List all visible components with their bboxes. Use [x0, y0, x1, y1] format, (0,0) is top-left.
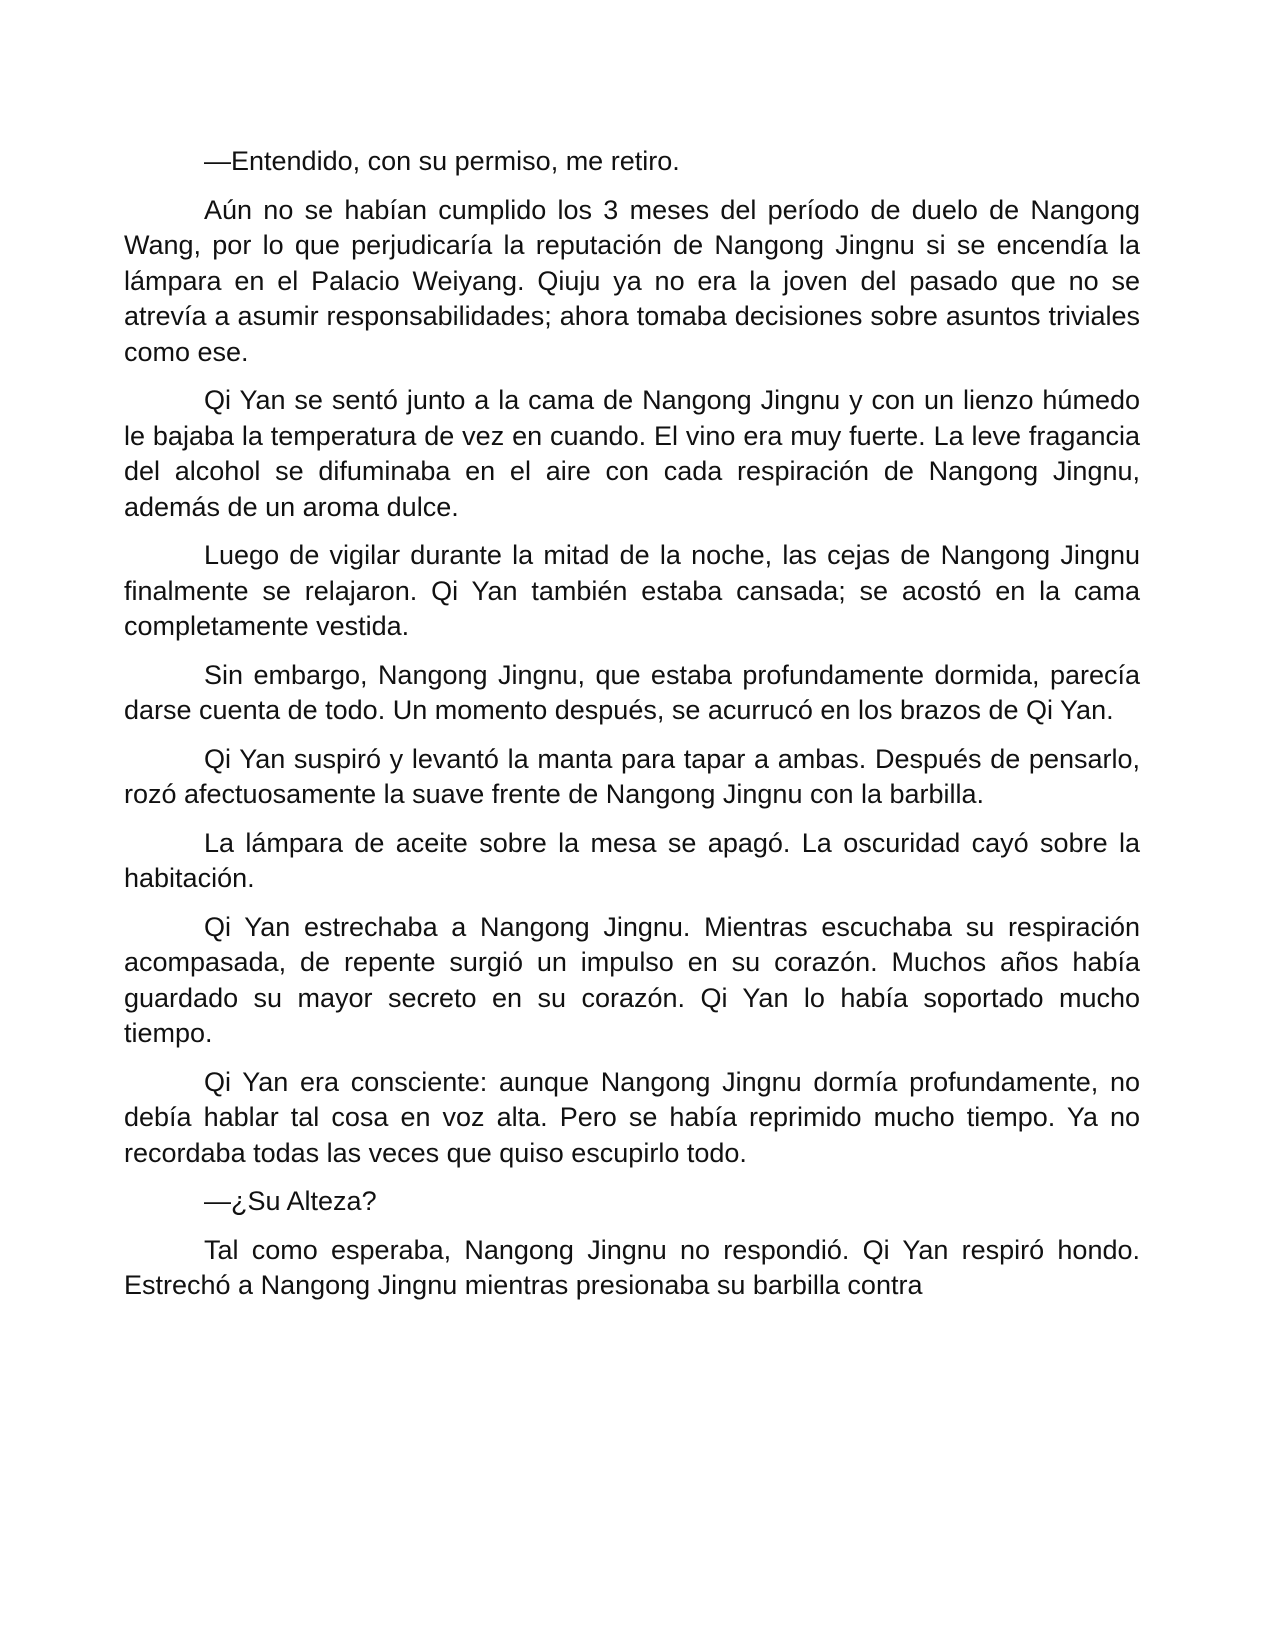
paragraph: Sin embargo, Nangong Jingnu, que estaba profundamente dormida, parecía darse cuenta de todo. Un momento después, se acurrucó en los brazos de Qi Yan. — [124, 659, 1140, 725]
paragraph: Luego de vigilar durante la mitad de la noche, las cejas de Nangong Jingnu finalmente se relajaron. Qi Yan también estaba cansada; se acostó en la cama completamente vestida. — [124, 540, 1140, 641]
paragraph: Qi Yan estrechaba a Nangong Jingnu. Mientras escuchaba su respiración acompasada, de repente surgió un impulso en su corazón. Muchos años había guardado su mayor secreto en su corazón. Qi Yan lo había soportado mucho tiempo. — [124, 911, 1140, 1048]
paragraph: Qi Yan era consciente: aunque Nangong Jingnu dormía profundamente, no debía hablar tal cosa en voz alta. Pero se había reprimido mucho tiempo. Ya no recordaba todas las veces que quiso escupirlo todo. — [124, 1066, 1140, 1168]
paragraph: Qi Yan suspiró y levantó la manta para tapar a ambas. Después de pensarlo, rozó afectuosamente la suave frente de Nangong Jingnu con la barbilla. — [124, 743, 1140, 809]
paragraph: Tal como esperaba, Nangong Jingnu no respondió. Qi Yan respiró hondo. Estrechó a Nangong Jingnu mientras presionaba su barbilla contra — [124, 1234, 1140, 1300]
paragraph: —¿Su Alteza? — [204, 1186, 377, 1216]
paragraph: La lámpara de aceite sobre la mesa se apagó. La oscuridad cayó sobre la habitación. — [124, 827, 1140, 893]
body-text — [124, 144, 1140, 1304]
paragraph: Aún no se habían cumplido los 3 meses del período de duelo de Nangong Wang, por lo que perjudicaría la reputación de Nangong Jingnu si se encendía la lámpara en el Palacio Weiyang. Qiuju ya no era la joven del pasado que no se atrevía a asumir responsabilidades; ahora tomaba decisiones sobre asuntos triviales como ese. — [124, 194, 1140, 367]
paragraph: Qi Yan se sentó junto a la cama de Nangong Jingnu y con un lienzo húmedo le bajaba la temperatura de vez en cuando. El vino era muy fuerte. La leve fragancia del alcohol se difuminaba en el aire con cada respiración de Nangong Jingnu, además de un aroma dulce. — [124, 385, 1140, 522]
paragraph: —Entendido, con su permiso, me retiro. — [204, 146, 680, 176]
